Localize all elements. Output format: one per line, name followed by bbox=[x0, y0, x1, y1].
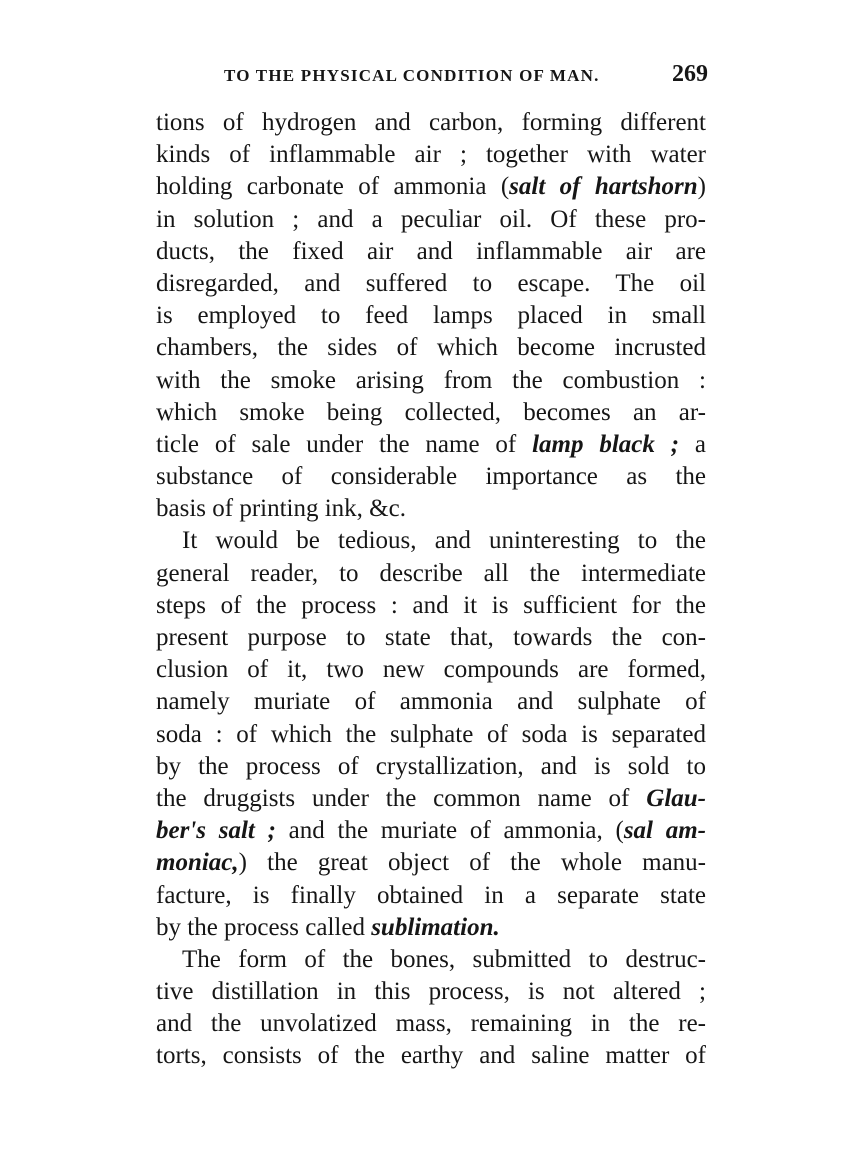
text-line bbox=[156, 493, 706, 525]
text-line bbox=[156, 654, 706, 686]
text-line bbox=[156, 332, 706, 364]
text-segment: chambers, the sides of which become incrusted bbox=[156, 334, 706, 362]
text-line bbox=[156, 912, 706, 944]
text-line bbox=[156, 622, 706, 654]
text-line bbox=[156, 590, 706, 622]
text-segment: general reader, to describe all the intermediate bbox=[156, 559, 706, 587]
text-segment: ) bbox=[697, 173, 706, 201]
text-segment: ticle of sale under the name of bbox=[156, 430, 533, 458]
text-line bbox=[156, 847, 706, 879]
text-segment: steps of the process : and it is sufficient for the bbox=[156, 591, 706, 619]
italic-term: moniac, bbox=[156, 849, 239, 877]
text-line bbox=[156, 976, 706, 1008]
text-segment: disregarded, and suffered to escape. The oil bbox=[156, 269, 706, 297]
text-segment: ducts, the fixed air and inflammable air are bbox=[156, 237, 706, 265]
text-segment: and the unvolatized mass, remaining in the re- bbox=[156, 1010, 706, 1038]
text-line bbox=[156, 1040, 706, 1072]
text-segment: kinds of inflammable air ; together with water bbox=[156, 141, 706, 169]
text-line bbox=[156, 300, 706, 332]
text-segment: facture, is finally obtained in a separate state bbox=[156, 881, 706, 909]
text-line bbox=[156, 686, 706, 718]
text-line bbox=[156, 365, 706, 397]
text-segment: substance of considerable importance as the bbox=[156, 463, 706, 491]
italic-term: salt of hartshorn bbox=[509, 173, 698, 201]
text-segment: basis of printing ink, &c. bbox=[156, 495, 406, 523]
text-segment: in solution ; and a peculiar oil. Of these pro- bbox=[156, 205, 706, 233]
paragraph bbox=[156, 944, 706, 1073]
text-line bbox=[156, 171, 706, 203]
body-text bbox=[156, 107, 706, 1073]
text-line bbox=[156, 880, 706, 912]
text-line bbox=[156, 268, 706, 300]
italic-term: sal am- bbox=[623, 817, 706, 845]
text-segment: is employed to feed lamps placed in small bbox=[156, 302, 706, 330]
text-segment: with the smoke arising from the combustion : bbox=[156, 366, 706, 394]
text-line bbox=[156, 719, 706, 751]
paragraph bbox=[156, 525, 706, 943]
text-segment: namely muriate of ammonia and sulphate of bbox=[156, 688, 706, 716]
text-line bbox=[156, 525, 706, 557]
text-segment: soda : of which the sulphate of soda is separated bbox=[156, 720, 706, 748]
text-segment: clusion of it, two new compounds are formed, bbox=[156, 656, 706, 684]
running-head: TO THE PHYSICAL CONDITION OF MAN. bbox=[224, 66, 600, 85]
text-segment: present purpose to state that, towards the con- bbox=[156, 624, 706, 651]
text-line bbox=[156, 204, 706, 236]
text-segment: tions of hydrogen and carbon, forming different bbox=[156, 109, 706, 136]
italic-term: sublimation. bbox=[371, 913, 500, 941]
text-segment: which smoke being collected, becomes an ar- bbox=[156, 398, 706, 426]
text-segment: holding carbonate of ammonia ( bbox=[156, 173, 510, 201]
italic-term: lamp black ; bbox=[532, 430, 680, 458]
text-line bbox=[156, 461, 706, 493]
text-segment: the druggists under the common name of bbox=[156, 784, 647, 812]
page-number: 269 bbox=[672, 61, 708, 87]
text-line bbox=[156, 139, 706, 171]
text-line bbox=[156, 1008, 706, 1040]
text-line bbox=[156, 107, 706, 139]
text-line bbox=[156, 558, 706, 590]
text-line bbox=[156, 815, 706, 847]
text-line bbox=[156, 944, 706, 976]
text-segment: ) the great object of the whole manu- bbox=[238, 849, 706, 877]
text-line bbox=[156, 397, 706, 429]
text-segment: by the process of crystallization, and is sold to bbox=[156, 752, 706, 780]
text-line bbox=[156, 429, 706, 461]
text-line bbox=[156, 236, 706, 268]
text-segment: a bbox=[679, 430, 706, 458]
text-segment: tive distillation in this process, is not altered ; bbox=[156, 978, 706, 1006]
text-segment: and the muriate of ammonia, ( bbox=[275, 817, 624, 845]
text-segment: The form of the bones, submitted to destruc- bbox=[182, 945, 706, 973]
text-segment: by the process called bbox=[156, 913, 372, 941]
text-line bbox=[156, 751, 706, 783]
italic-term: Glau- bbox=[646, 784, 706, 812]
text-segment: torts, consists of the earthy and saline matter of bbox=[156, 1042, 706, 1070]
text-line bbox=[156, 783, 706, 815]
paragraph bbox=[156, 107, 706, 525]
text-segment: It would be tedious, and uninteresting to the bbox=[182, 527, 706, 555]
italic-term: ber's salt ; bbox=[156, 817, 276, 845]
